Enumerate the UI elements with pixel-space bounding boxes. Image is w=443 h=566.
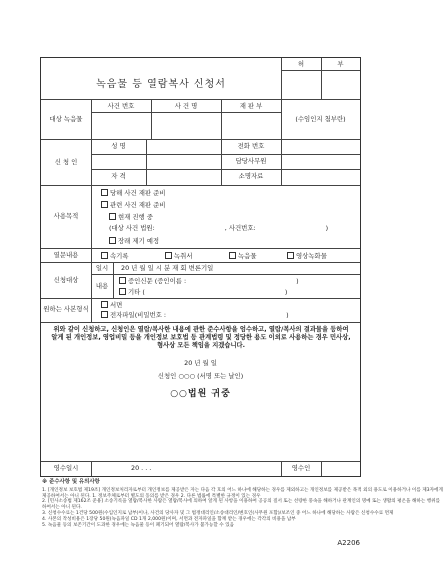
qualification-field-label: 자 격 [111, 172, 126, 180]
purpose-option-future[interactable]: 장래 제기 예정 [109, 237, 159, 245]
checkbox-icon [101, 311, 108, 318]
declaration-text: 위와 같이 신청하고, 신청인은 열람/복사한 내용에 관한 준수사항을 엄수하고, 열람/복사의 결과물을 등하여 알게 된 개인정보, 영업비밀 등을 개인정보 보호법 등 관계법령 및 정당한 용도 이외로 사용하는 경우 민사상, 형사상 모든 책임을 지겠습니다. [51, 326, 351, 349]
phone-field-label: 전화 번호 [237, 142, 265, 150]
case-label: 대상 녹음물 [49, 115, 83, 123]
row-divider [41, 139, 360, 140]
checkbox-icon [101, 189, 108, 196]
case-header-line [91, 112, 281, 113]
row-divider [41, 461, 360, 462]
receiver-label: 영수인 [291, 464, 311, 472]
checkbox-icon [119, 277, 126, 284]
copy-format-label: 원하는 사본형식 [43, 305, 89, 313]
checkbox-icon [101, 201, 108, 208]
content-option-audio[interactable]: 녹음물 [229, 252, 257, 260]
notes-section [42, 479, 443, 528]
applicant-signature-line: 신청인 ○○○ (서명 또는 날인) [157, 372, 244, 380]
name-field-label: 성 명 [111, 142, 126, 150]
note-line: 3. 신청수수료는 1건당 500원(수입인지로 납부)이나, 사건의 당사자 및 그 법정대리인/소송대리인/변호인(사무원 포함)/보조인 중 어느 하나에 해당하는 사람은 신청수수료 면제 [42, 510, 394, 516]
content-label: 열문내용 [53, 251, 79, 259]
target-label: 신청대상 [53, 276, 79, 284]
target-col-divider [113, 262, 114, 298]
receipt-col-divider [91, 461, 92, 476]
row-divider [41, 185, 360, 186]
format-option-paper[interactable]: 서면 [101, 301, 122, 309]
note-line: 2. [민사소송법 제162조 준용] 소송기록을 열람/복사한 사람은 열람/복사에 의하여 알게 된 사항을 이용하여 공공의 질서 또는 선량한 풍속을 해하거나 관계인의 명예 또는 생활의 평온을 해하는 행위를 [42, 499, 441, 505]
purpose-option-pending[interactable]: 현재 진행 중 [109, 213, 153, 221]
checkbox-icon [109, 237, 116, 244]
note-line: 5. 녹음물 등의 보존기간이 도과한 경우에는 녹음물 등이 폐기되어 열람/복사가 불가능할 수 있음 [42, 522, 235, 528]
checkbox-icon [101, 252, 108, 259]
applicant-label: 신 청 인 [54, 158, 78, 166]
applicant-col-divider [146, 139, 147, 185]
evidence-field-label: 소명자료 [238, 172, 264, 180]
checkbox-icon [119, 288, 126, 295]
receipt-col-divider [321, 461, 322, 476]
date-label: 일시 [95, 264, 109, 272]
note-line: 4. 사본의 작성비용은 1장당 50원(녹음파일 CD 1개 2,000원)이며, 서면과 전자파일을 함께 받는 경우에는 각각의 비용을 납부 [42, 516, 296, 522]
clerk-field-label: 담당사무원 [235, 157, 267, 165]
purpose-target-court-line: (대상 사건 법원: , 사건번호: ) [109, 224, 329, 232]
received-date-value: 20 . . . [131, 464, 152, 472]
purpose-option-current-case[interactable]: 당해 사건 재판 준비 [101, 189, 165, 197]
hearing-date-value: 20 년 월 일 시 분 재 회 변론기일 [121, 264, 214, 272]
applicant-col-divider [281, 139, 282, 185]
stamp-area-note: (수임인지 첨부란) [295, 115, 346, 123]
format-option-electronic[interactable]: 전자파일(비밀번호 : ) [101, 311, 289, 319]
approval-no-label: 부 [337, 60, 344, 68]
approval-yes-label: 허 [297, 60, 305, 68]
note-line: 1. [개인정보 보호법 제19조] 개인정보처리자로부터 개인정보를 제공받은 자는 다음 각 호의 어느 하나에 해당하는 경우를 제외하고는 개인정보를 제공받은 목적 외의 용도로 이용하거나 이를 제3자에게 [42, 487, 443, 493]
received-date-label: 영수일시 [53, 464, 79, 472]
court-addressee: ○○법원 귀중 [170, 389, 231, 399]
form-title: 녹음물 등 열람복사 신청서 [96, 79, 226, 90]
application-form [40, 57, 361, 477]
purpose-option-related-case[interactable]: 관련 사건 재판 준비 [101, 201, 165, 209]
applicant-line [91, 169, 360, 170]
purpose-label: 사용목적 [53, 212, 79, 220]
content-option-video[interactable]: 영상녹화물 [287, 252, 327, 260]
checkbox-icon [165, 252, 172, 259]
checkbox-icon [229, 252, 236, 259]
target-content-label: 내용 [95, 282, 109, 290]
row-divider [41, 298, 360, 299]
note-line: 제공하여서는 아니 된다. 1. 정보주체로부터 별도의 동의를 받은 경우 2. 다른 법률에 특별한 규정이 있는 경우 [42, 493, 261, 499]
note-line: 하여서는 아니 된다. [42, 505, 82, 511]
target-option-other[interactable]: 기타 ( ) [119, 288, 287, 296]
notes-heading: ※ 준수사항 및 유의사항 [42, 479, 100, 485]
court-division-header: 재 판 부 [239, 102, 263, 110]
row-divider [41, 99, 360, 100]
case-number-header: 사건 번호 [107, 102, 135, 110]
row-divider [41, 262, 360, 263]
content-option-transcript[interactable]: 녹취서 [165, 252, 193, 260]
target-line [91, 274, 360, 275]
checkbox-icon [109, 213, 116, 220]
checkbox-icon [287, 252, 294, 259]
row-divider [41, 322, 360, 323]
applicant-line [91, 154, 360, 155]
target-option-witness[interactable]: 증인신문 (증인이름 : ) [119, 277, 299, 285]
form-code: A2206 [337, 539, 360, 547]
sign-date: 20 년 월 일 [184, 359, 217, 367]
row-divider [41, 248, 360, 249]
checkbox-icon [101, 301, 108, 308]
content-option-stenography[interactable]: 속기록 [101, 252, 129, 260]
case-name-header: 사 건 명 [174, 102, 198, 110]
